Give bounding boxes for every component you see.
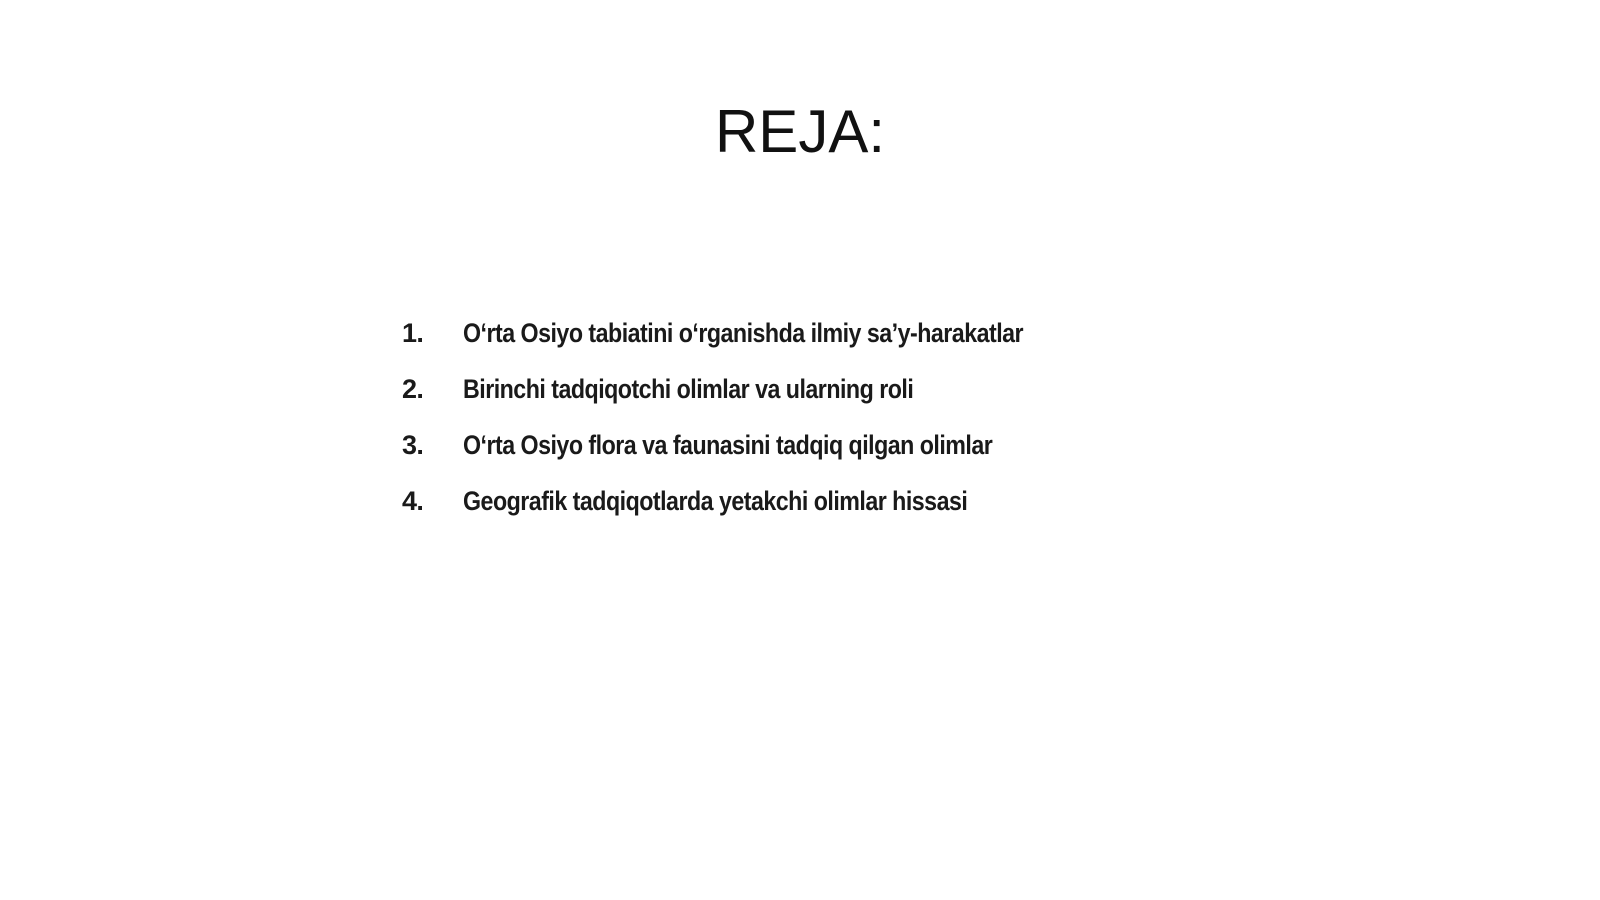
item-number: 3. [402,430,424,460]
list-item [402,374,1202,430]
list-item [402,430,1202,486]
slide-title: REJA: [714,98,886,165]
item-text: Birinchi tadqiqotchi olimlar va ularning roli [463,374,914,404]
item-text: Geografik tadqiqotlarda yetakchi olimlar hissasi [463,486,968,516]
item-number: 2. [402,374,424,404]
item-number: 4. [402,486,424,516]
item-text: O‘rta Osiyo flora va faunasini tadqiq qilgan olimlar [463,430,993,460]
list-item [402,486,1202,542]
item-text: O‘rta Osiyo tabiatini o‘rganishda ilmiy sa’y-harakatlar [463,318,1024,348]
plan-list [402,318,1202,542]
item-number: 1. [402,318,424,348]
list-item [402,318,1202,374]
